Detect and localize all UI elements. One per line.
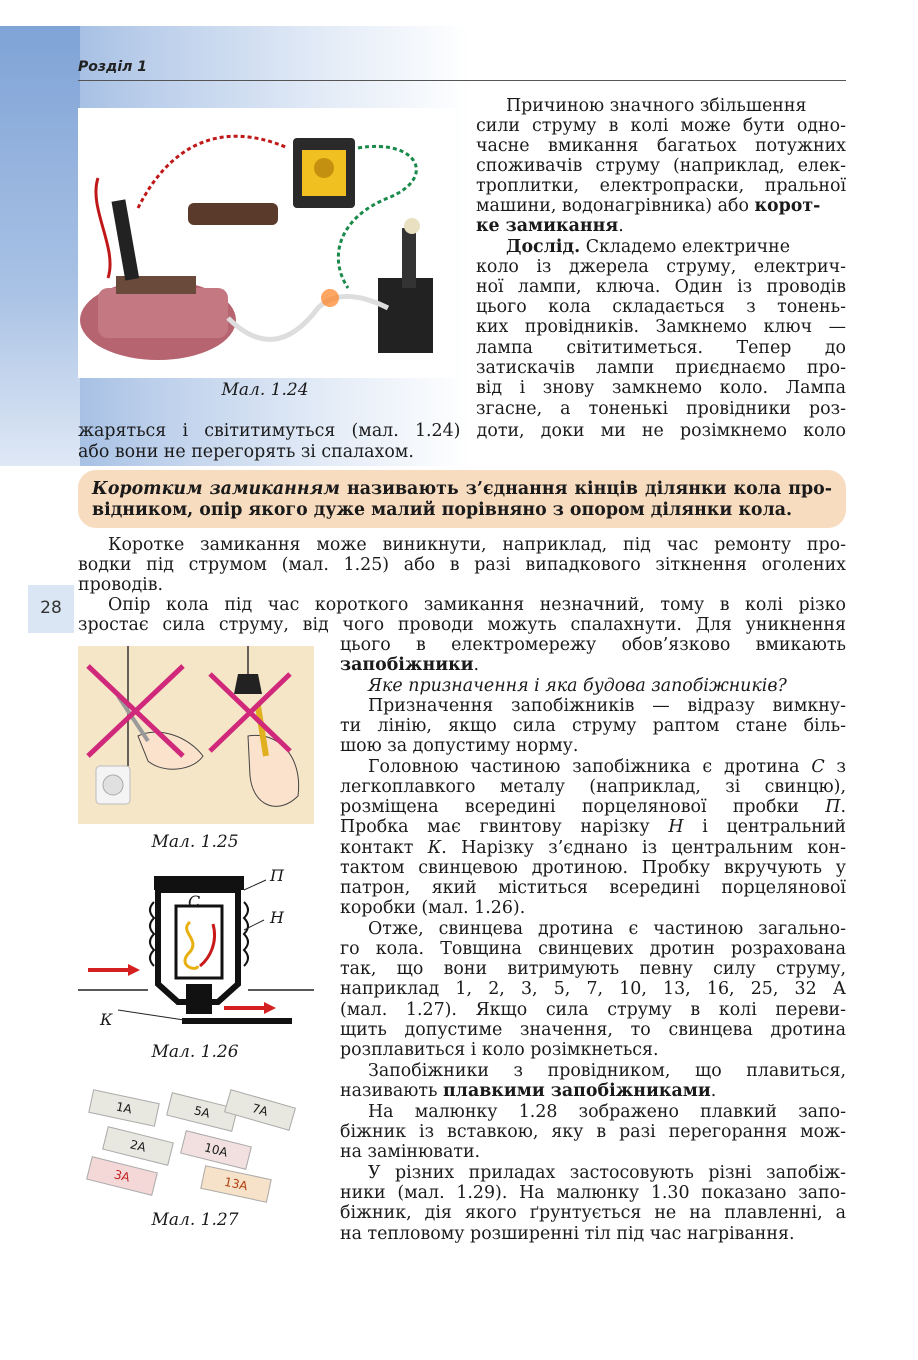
text-line: на тепловому розширенні тіл під час нагрівання. (340, 1224, 795, 1244)
text-line: розміщена всередині порцелянової пробки П. (340, 797, 846, 817)
text-line: У різних приладах застосовують різні запобіж- (368, 1163, 846, 1183)
fuse-diagram (78, 862, 314, 1032)
text-line: водки під струмом (мал. 1.25) або в разі випадкового зіткнення оголених (78, 555, 846, 575)
fuse-3a: 3A (86, 1156, 158, 1196)
fuse-10a: 10A (180, 1130, 252, 1170)
text-line: троплитки, електропраски, пральної (476, 176, 846, 196)
page-number: 28 (40, 598, 62, 618)
text-line: або вони не перегорять зі спалахом. (78, 442, 414, 462)
text-line: ких провідників. Замкнемо ключ — (476, 317, 846, 337)
text-line: Запобіжники з провідником, що плавиться, (368, 1061, 846, 1081)
text-line: патрон, який міститься всередині порцелянової (340, 878, 846, 898)
text-line: коробки (мал. 1.26). (340, 898, 526, 918)
text-line: го кола. Товщина свинцевих дротин розрахована (340, 939, 846, 959)
section-title: Розділ 1 (78, 59, 147, 75)
label-n: Н (270, 908, 284, 927)
figure-1-25 (78, 646, 314, 824)
figure-1-25-caption: Мал. 1.25 (151, 832, 239, 852)
text-line: ке замикання. (476, 216, 624, 236)
text-line: лампа світитиметься. Тепер до (476, 338, 846, 358)
text-line: машини, водонагрівника) або корот- (476, 196, 821, 216)
figure-1-24 (78, 108, 456, 378)
text-line: розплавиться і коло розімкнеться. (340, 1040, 659, 1060)
text-line: шою за допустиму норму. (340, 736, 579, 756)
text-line: (мал. 1.27). Якщо сила струму в колі переви- (340, 1000, 846, 1020)
text-line: на замінювати. (340, 1142, 481, 1162)
fuse-2a: 2A (102, 1126, 174, 1166)
text-line: жаряться і світитимуться (мал. 1.24) доти, доки ми не розімкнемо коло (78, 421, 846, 441)
text-line: часне вмикання багатьох потужних (476, 136, 846, 156)
text-line: Опір кола під час короткого замикання незначний, тому в колі різко (108, 595, 846, 615)
text-line: від і знову замкнемо коло. Лампа (476, 378, 846, 398)
text-line: цього кола складається з тонень- (476, 297, 846, 317)
repair-illustration (78, 646, 314, 824)
text-line: На малюнку 1.28 зображено плавкий запо- (368, 1102, 846, 1122)
text-line: коло із джерела струму, електрич- (476, 257, 846, 277)
text-line: Головною частиною запобіжника є дротина С з (368, 757, 846, 777)
figure-1-26 (78, 862, 314, 1032)
text-line: Яке призначення і яка будова запобіжників? (368, 676, 787, 696)
text-line: тактом свинцевою дротиною. Пробку вкручують у (340, 858, 846, 878)
text-line: запобіжники. (340, 655, 480, 675)
text-line: біжник із вставкою, яку в разі перегорання мож- (340, 1122, 846, 1142)
text-line: сили струму в колі може бути одно- (476, 116, 846, 136)
text-line: біжник, дія якого ґрунтується не на плавленні, а (340, 1203, 846, 1223)
fuse-13a: 13A (200, 1165, 272, 1203)
text-line: ники (мал. 1.29). На малюнку 1.30 показано запо- (340, 1183, 846, 1203)
text-line: контакт К. Нарізку з’єднано із центральним кон- (340, 838, 846, 858)
label-k: К (100, 1010, 113, 1029)
label-c: С (188, 892, 201, 911)
text-line: Призначення запобіжників — відразу вимкну- (368, 696, 846, 716)
text-line: Причиною значного збільшення (506, 96, 807, 116)
text-line: цього в електромережу обов’язково вмикають (340, 635, 846, 655)
definition-line: відником, опір якого дуже малий порівняно з опором ділянки кола. (92, 500, 793, 520)
text-line: зростає сила струму, від чого проводи можуть спалахнути. Для уникнення (78, 615, 846, 635)
label-p: П (270, 866, 284, 885)
text-line: ти лінію, якщо сила струму раптом стане біль- (340, 716, 846, 736)
text-line: Дослід. Складемо електричне (506, 237, 791, 257)
text-line: ної лампи, ключа. Один із проводів (476, 277, 846, 297)
figure-1-27-caption: Мал. 1.27 (151, 1210, 239, 1230)
text-line: так, що вони витримують певну силу струму, (340, 959, 846, 979)
header-rule (78, 80, 846, 81)
fuse-7a: 7A (224, 1089, 296, 1131)
fuse-5a: 5A (166, 1092, 238, 1132)
figure-1-27 (78, 1088, 314, 1208)
text-line: називають плавкими запобіжниками. (340, 1081, 717, 1101)
text-line: легкоплавкого металу (наприклад, зі свинцю), (340, 777, 846, 797)
text-line: згасне, а тоненькі провідники роз- (476, 399, 846, 419)
text-line: наприклад 1, 2, 3, 5, 7, 10, 13, 16, 25, 32 А (340, 979, 846, 999)
side-gradient (0, 26, 80, 466)
definition-line: Коротким замиканням називають з’єднання кінців ділянки кола про- (92, 479, 832, 499)
text-line: споживачів струму (наприклад, елек- (476, 156, 846, 176)
text-line: затискачів лампи приєднаємо про- (476, 358, 846, 378)
text-line: Коротке замикання може виникнути, наприклад, під час ремонту про- (108, 535, 846, 555)
text-line: Отже, свинцева дротина є частиною загально- (368, 919, 846, 939)
circuit-photo (78, 108, 456, 378)
figure-1-26-caption: Мал. 1.26 (151, 1042, 239, 1062)
figure-1-24-caption: Мал. 1.24 (221, 380, 309, 400)
text-line: Пробка має гвинтову нарізку Н і центральний (340, 817, 846, 837)
text-line: проводів. (78, 575, 164, 595)
fuse-1a: 1A (88, 1089, 160, 1127)
text-line: щить допустиме значення, то свинцева дротина (340, 1020, 846, 1040)
